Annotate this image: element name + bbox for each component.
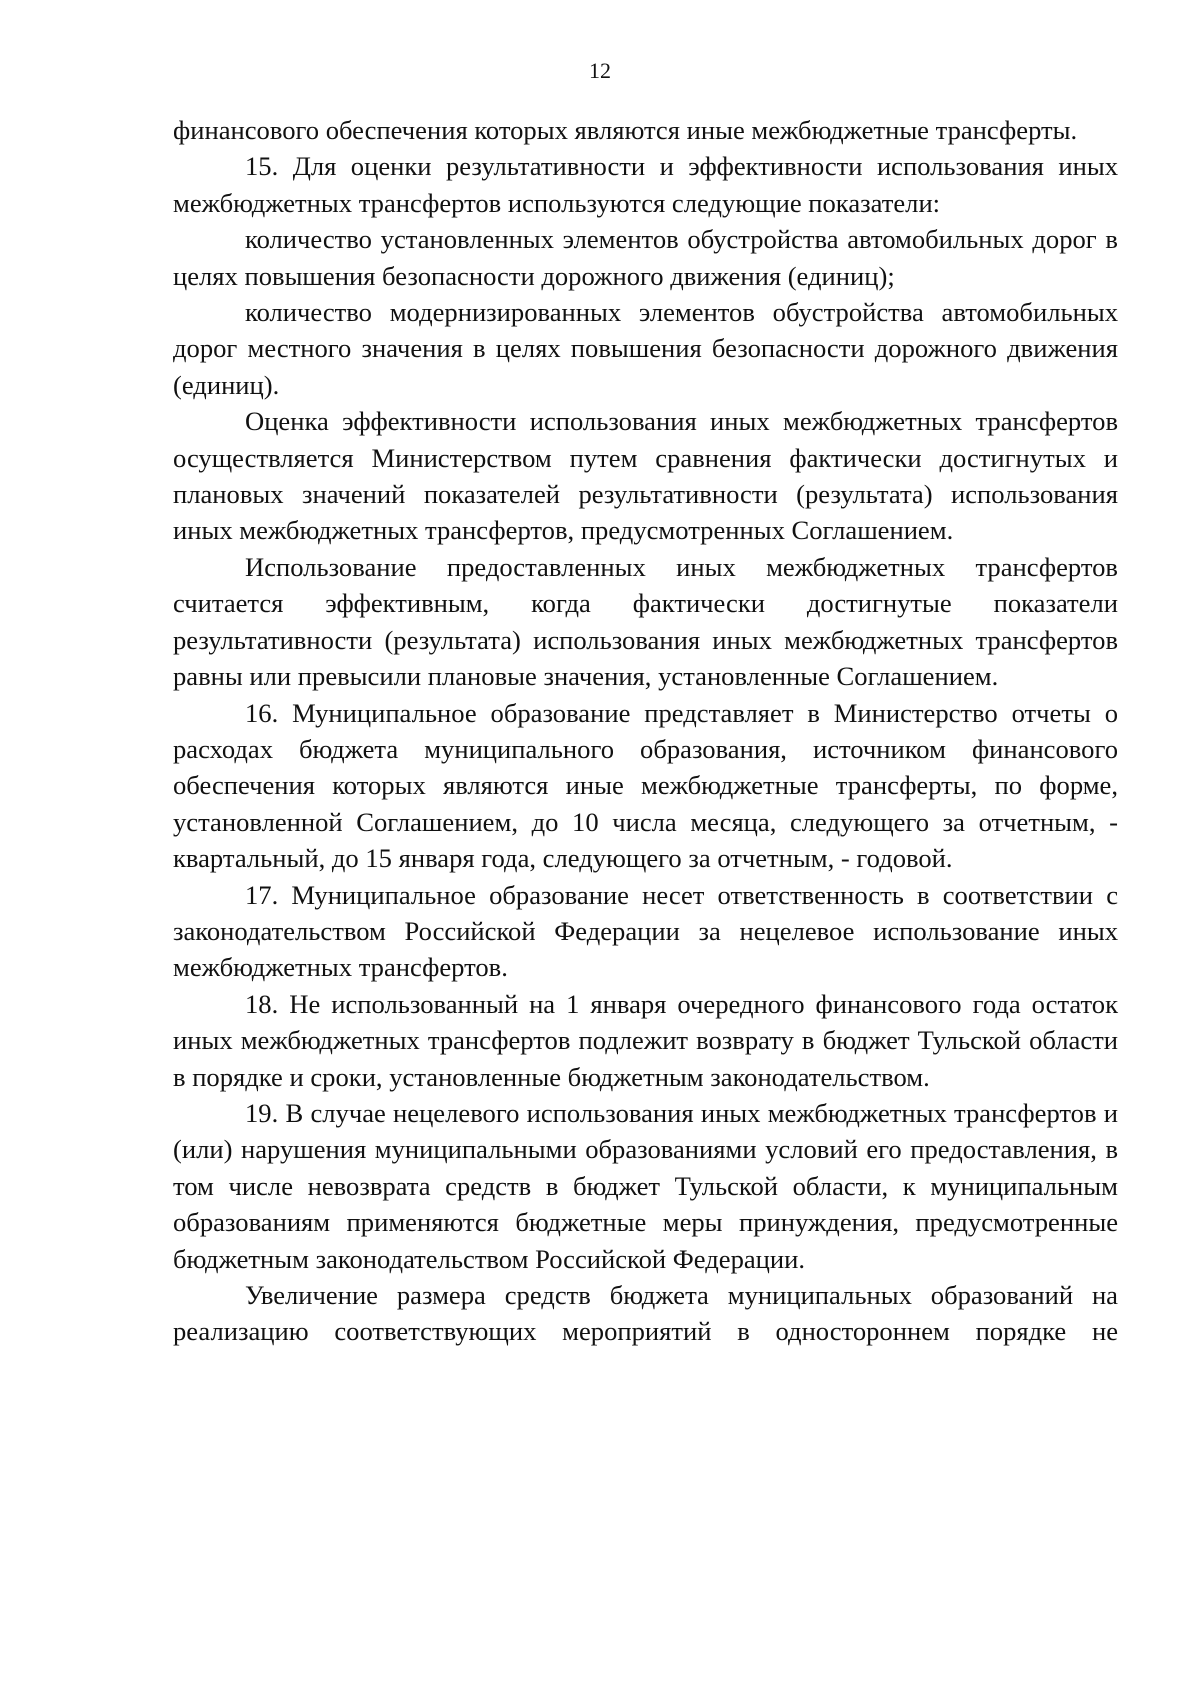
paragraph-continuation: финансового обеспечения которых являются иные межбюджетные трансферты. xyxy=(173,115,1078,145)
paragraph-item-15: 15. Для оценки результативности и эффективности использования иных межбюджетных трансфертов используются следующие показатели: xyxy=(173,151,1118,218)
paragraph-indicator-modernized: количество модернизированных элементов обустройства автомобильных дорог местного значения в целях повышения безопасности дорожного движения (единиц). xyxy=(173,297,1118,400)
paragraph-budget-increase: Увеличение размера средств бюджета муниципальных образований на реализацию соответствующих мероприятий в одностороннем порядке не xyxy=(173,1280,1118,1347)
paragraph-efficiency-criterion: Использование предоставленных иных межбюджетных трансфертов считается эффективным, когда фактически достигнутые показатели результативности (результата) использования иных межбюджетных трансфертов равны или превысили плановые значения, установленные Соглашением. xyxy=(173,551,1118,692)
paragraph-item-18: 18. Не использованный на 1 января очередного финансового года остаток иных межбюджетных трансфертов подлежит возврату в бюджет Тульской области в порядке и сроки, установленные бюджетным законодательством. xyxy=(173,988,1118,1092)
paragraph-item-17: 17. Муниципальное образование несет ответственность в соответствии с законодательством Российской Федерации за нецелевое использование иных межбюджетных трансфертов. xyxy=(173,879,1118,983)
document-body xyxy=(173,112,1118,1350)
paragraph-item-19: 19. В случае нецелевого использования иных межбюджетных трансфертов и (или) нарушения муниципальными образованиями условий его предоставления, в том числе невозврата средств в бюджет Тульской области, к муниципальным образованиям применяются бюджетные меры принуждения, предусмотренные бюджетным законодательством Российской Федерации. xyxy=(173,1097,1118,1274)
paragraph-indicator-installed: количество установленных элементов обустройства автомобильных дорог в целях повышения безопасности дорожного движения (единиц); xyxy=(173,224,1118,291)
page-number: 12 xyxy=(589,58,611,83)
paragraph-item-16: 16. Муниципальное образование представляет в Министерство отчеты о расходах бюджета муниципального образования, источником финансового обеспечения которых являются иные межбюджетные трансферты, по форме, установленной Соглашением, до 10 числа месяца, следующего за отчетным, - квартальный, до 15 января года, следующего за отчетным, - годовой. xyxy=(173,697,1118,874)
paragraph-efficiency-evaluation: Оценка эффективности использования иных межбюджетных трансфертов осуществляется Министерством путем сравнения фактически достигнутых и плановых значений показателей результативности (результата) использования иных межбюджетных трансфертов, предусмотренных Соглашением. xyxy=(173,406,1118,546)
